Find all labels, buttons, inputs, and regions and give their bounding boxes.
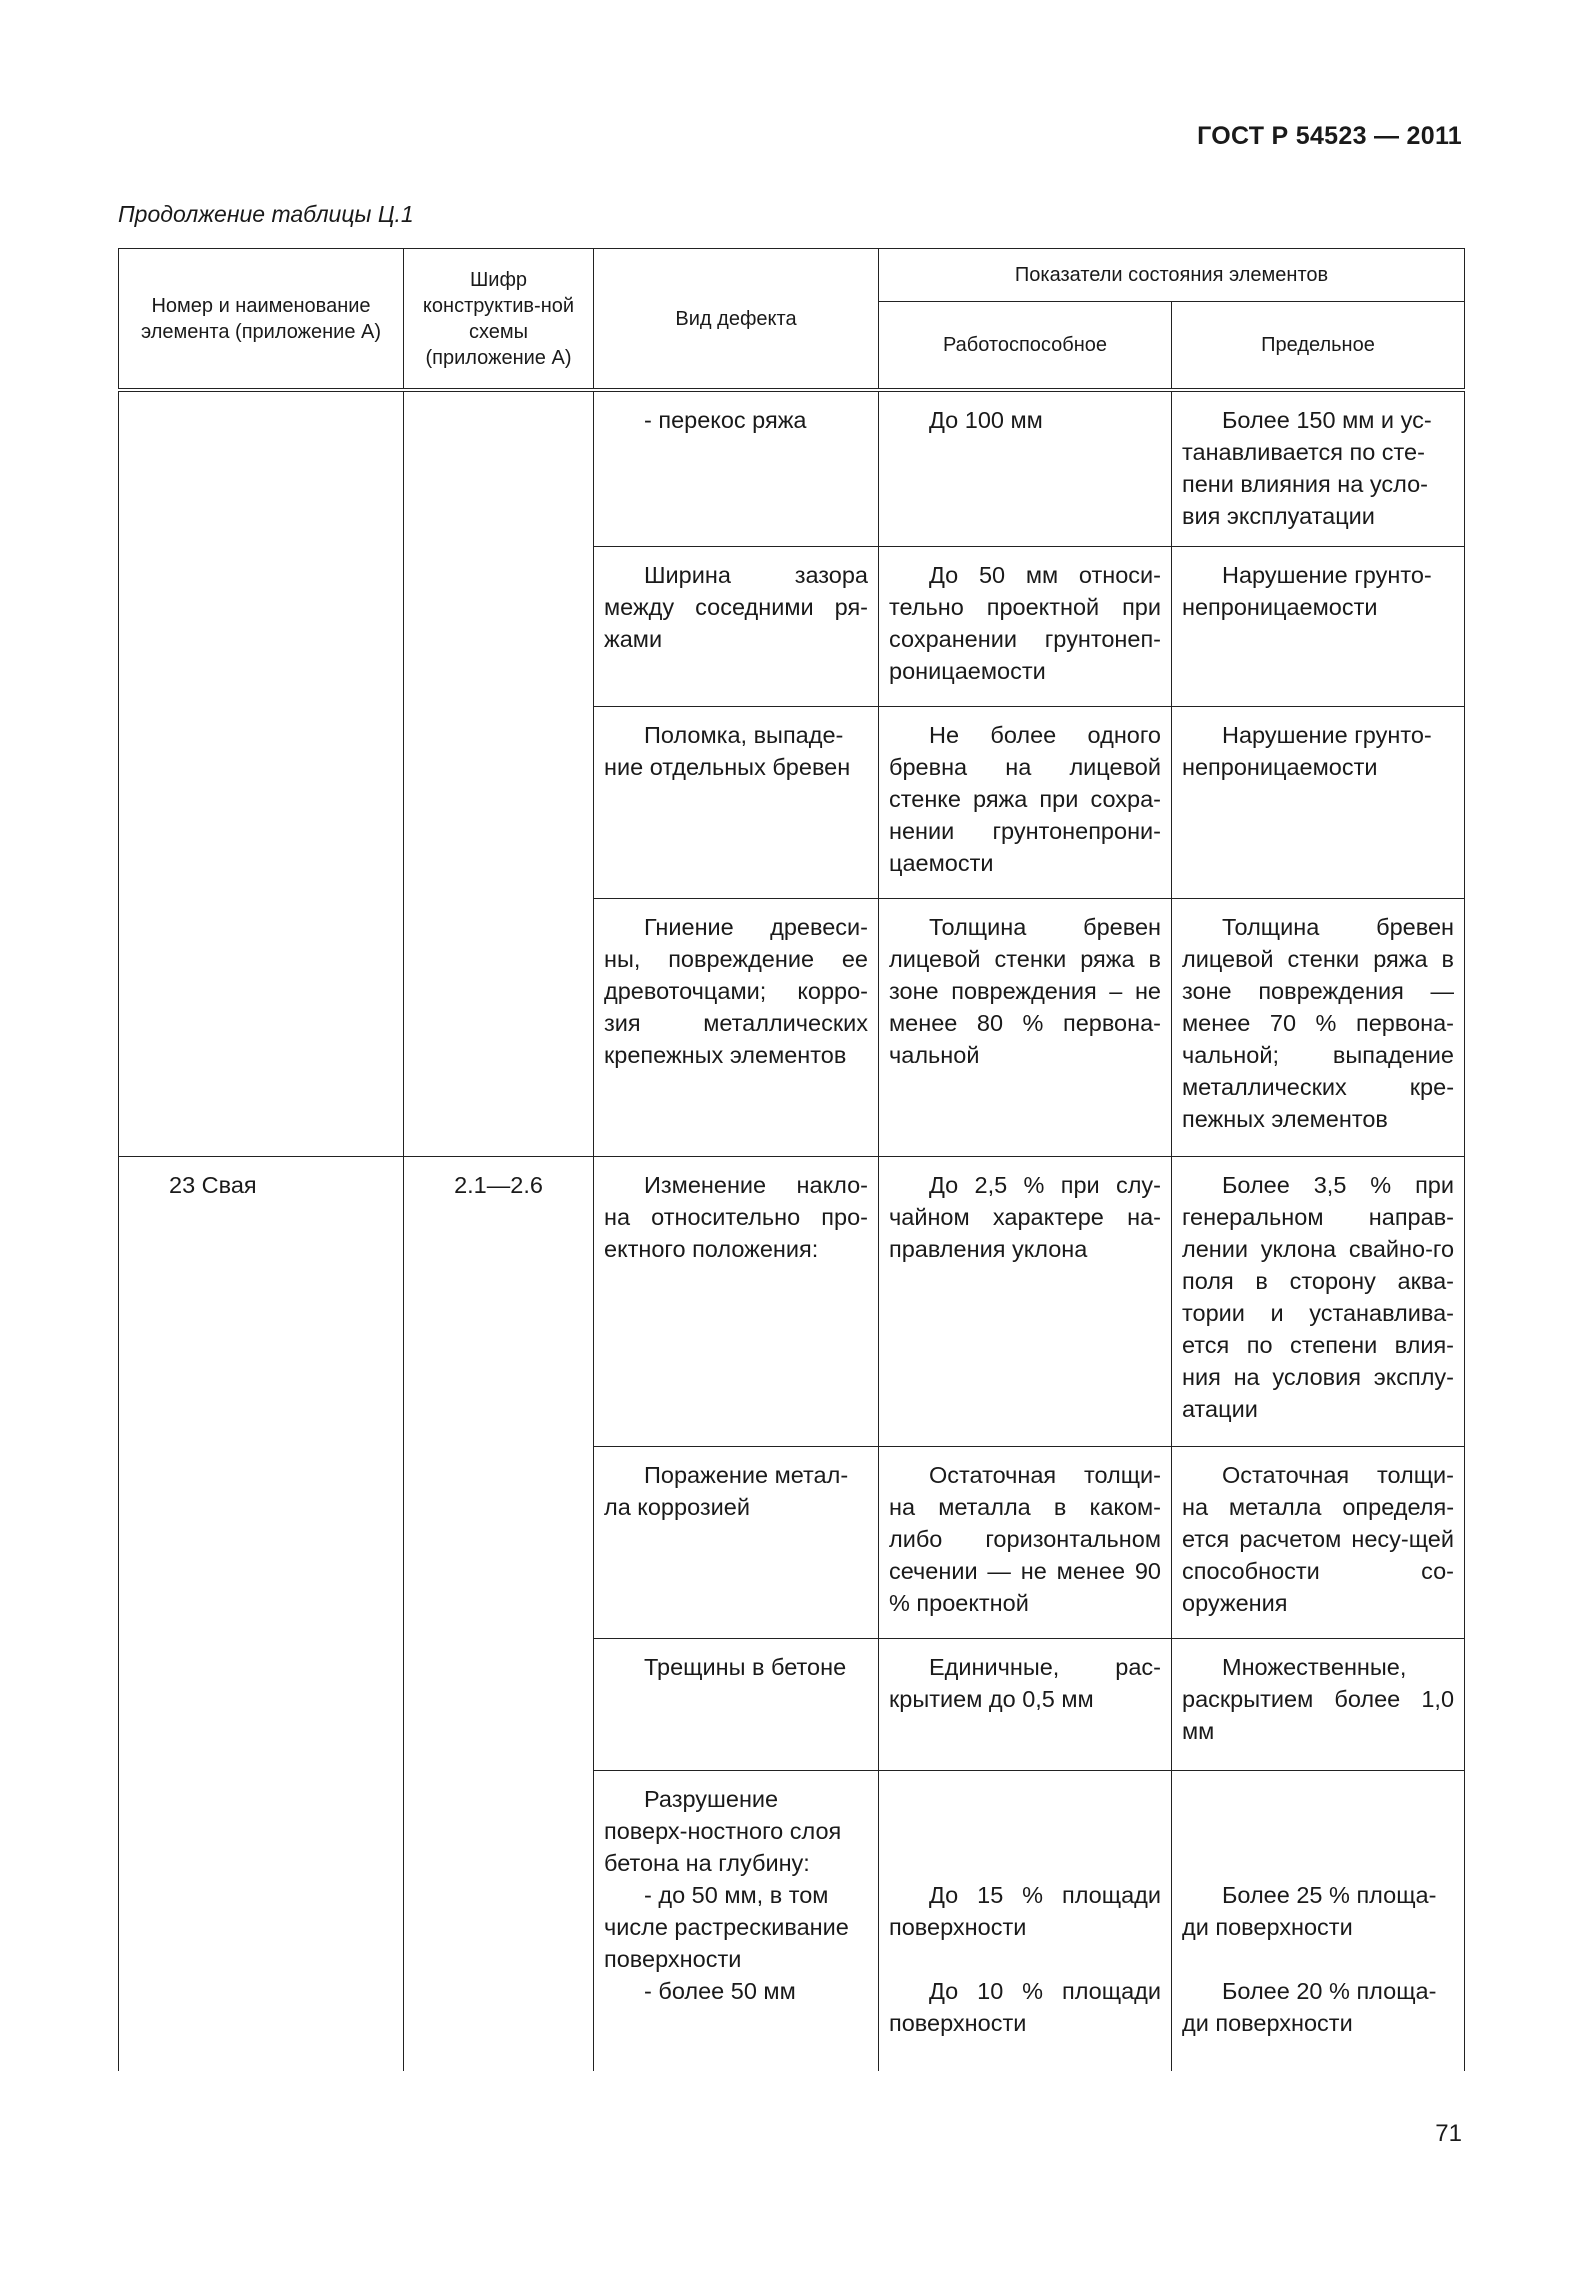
cell-workable: Толщина бревен лицевой стенки ряжа в зоне повреждения – не менее 80 % первона-чальной (879, 899, 1172, 1157)
cell-scheme (404, 390, 594, 1157)
cell-element (119, 390, 404, 1157)
header-state-group: Показатели состояния элементов (879, 249, 1465, 302)
cell-defect: Поражение метал-ла коррозией (594, 1447, 879, 1639)
cell-workable: Остаточная толщи-на металла в каком-либо горизонтальном сечении — не менее 90 % проектной (879, 1447, 1172, 1639)
cell-scheme: 2.1—2.6 (404, 1157, 594, 2071)
header-element: Номер и наименование элемента (приложение А) (119, 249, 404, 391)
cell-workable: Единичные, рас-крытием до 0,5 мм (879, 1639, 1172, 1771)
defect-item-b: - более 50 мм (644, 1978, 796, 2004)
header-limit: Предельное (1172, 302, 1465, 391)
cell-defect: Трещины в бетоне (594, 1639, 879, 1771)
cell-workable: До 100 мм (879, 390, 1172, 547)
workable-item-a: До 15 % площади поверхности (889, 1882, 1161, 1940)
header-scheme: Шифр конструктив-ной схемы (приложение А) (404, 249, 594, 391)
cell-limit: Множественные, раскрытием более 1,0 мм (1172, 1639, 1465, 1771)
header-defect: Вид дефекта (594, 249, 879, 391)
workable-item-b: До 10 % площади поверхности (889, 1978, 1161, 2036)
cell-limit: Более 3,5 % при генеральном направ-лении уклона свайно-го поля в сторону аква-тории и устанавлива-ется по степени влия-ния на условия эксплу-атации (1172, 1157, 1465, 1447)
cell-limit: Толщина бревен лицевой стенки ряжа в зоне повреждения — менее 70 % первона-чальной; выпадение металлических кре-пежных элементов (1172, 899, 1465, 1157)
table-row (119, 1157, 1465, 1447)
defect-intro: Разрушение поверх-ностного слоя бетона на глубину: (604, 1786, 842, 1876)
limit-item-a: Более 25 % площа-ди поверхности (1182, 1882, 1437, 1940)
cell-limit: Нарушение грунто-непроницаемости (1172, 707, 1465, 899)
cell-defect (594, 1771, 879, 2071)
table-row (119, 390, 1465, 547)
cell-workable: Не более одного бревна на лицевой стенке ряжа при сохра-нении грунтонепрони-цаемости (879, 707, 1172, 899)
cell-workable (879, 1771, 1172, 2071)
standard-designation: ГОСТ Р 54523 — 2011 (1197, 122, 1462, 150)
cell-defect: Гниение древеси-ны, повреждение ее древоточцами; корро-зия металлических крепежных элементов (594, 899, 879, 1157)
cell-defect: Поломка, выпаде-ние отдельных бревен (594, 707, 879, 899)
cell-defect: Изменение накло-на относительно про-ектного положения: (594, 1157, 879, 1447)
cell-defect: Ширина зазора между соседними ря-жами (594, 547, 879, 707)
cell-workable: До 2,5 % при слу-чайном характере на-правления уклона (879, 1157, 1172, 1447)
defect-item-a: - до 50 мм, в том числе растрескивание поверхности (604, 1882, 849, 1972)
page-number: 71 (1435, 2120, 1462, 2147)
cell-limit (1172, 1771, 1465, 2071)
cell-limit: Остаточная толщи-на металла определя-ется расчетом несу-щей способности со-оружения (1172, 1447, 1465, 1639)
cell-limit: Нарушение грунто-непроницаемости (1172, 547, 1465, 707)
cell-defect: - перекос ряжа (594, 390, 879, 547)
cell-element: 23 Свая (119, 1157, 404, 2071)
cell-workable: До 50 мм относи-тельно проектной при сохранении грунтонеп-роницаемости (879, 547, 1172, 707)
limit-item-b: Более 20 % площа-ди поверхности (1182, 1978, 1437, 2036)
header-workable: Работоспособное (879, 302, 1172, 391)
cell-limit: Более 150 мм и ус-танавливается по сте-пени влияния на усло-вия эксплуатации (1172, 390, 1465, 547)
table-caption: Продолжение таблицы Ц.1 (118, 201, 414, 227)
defects-table (118, 248, 1465, 2071)
